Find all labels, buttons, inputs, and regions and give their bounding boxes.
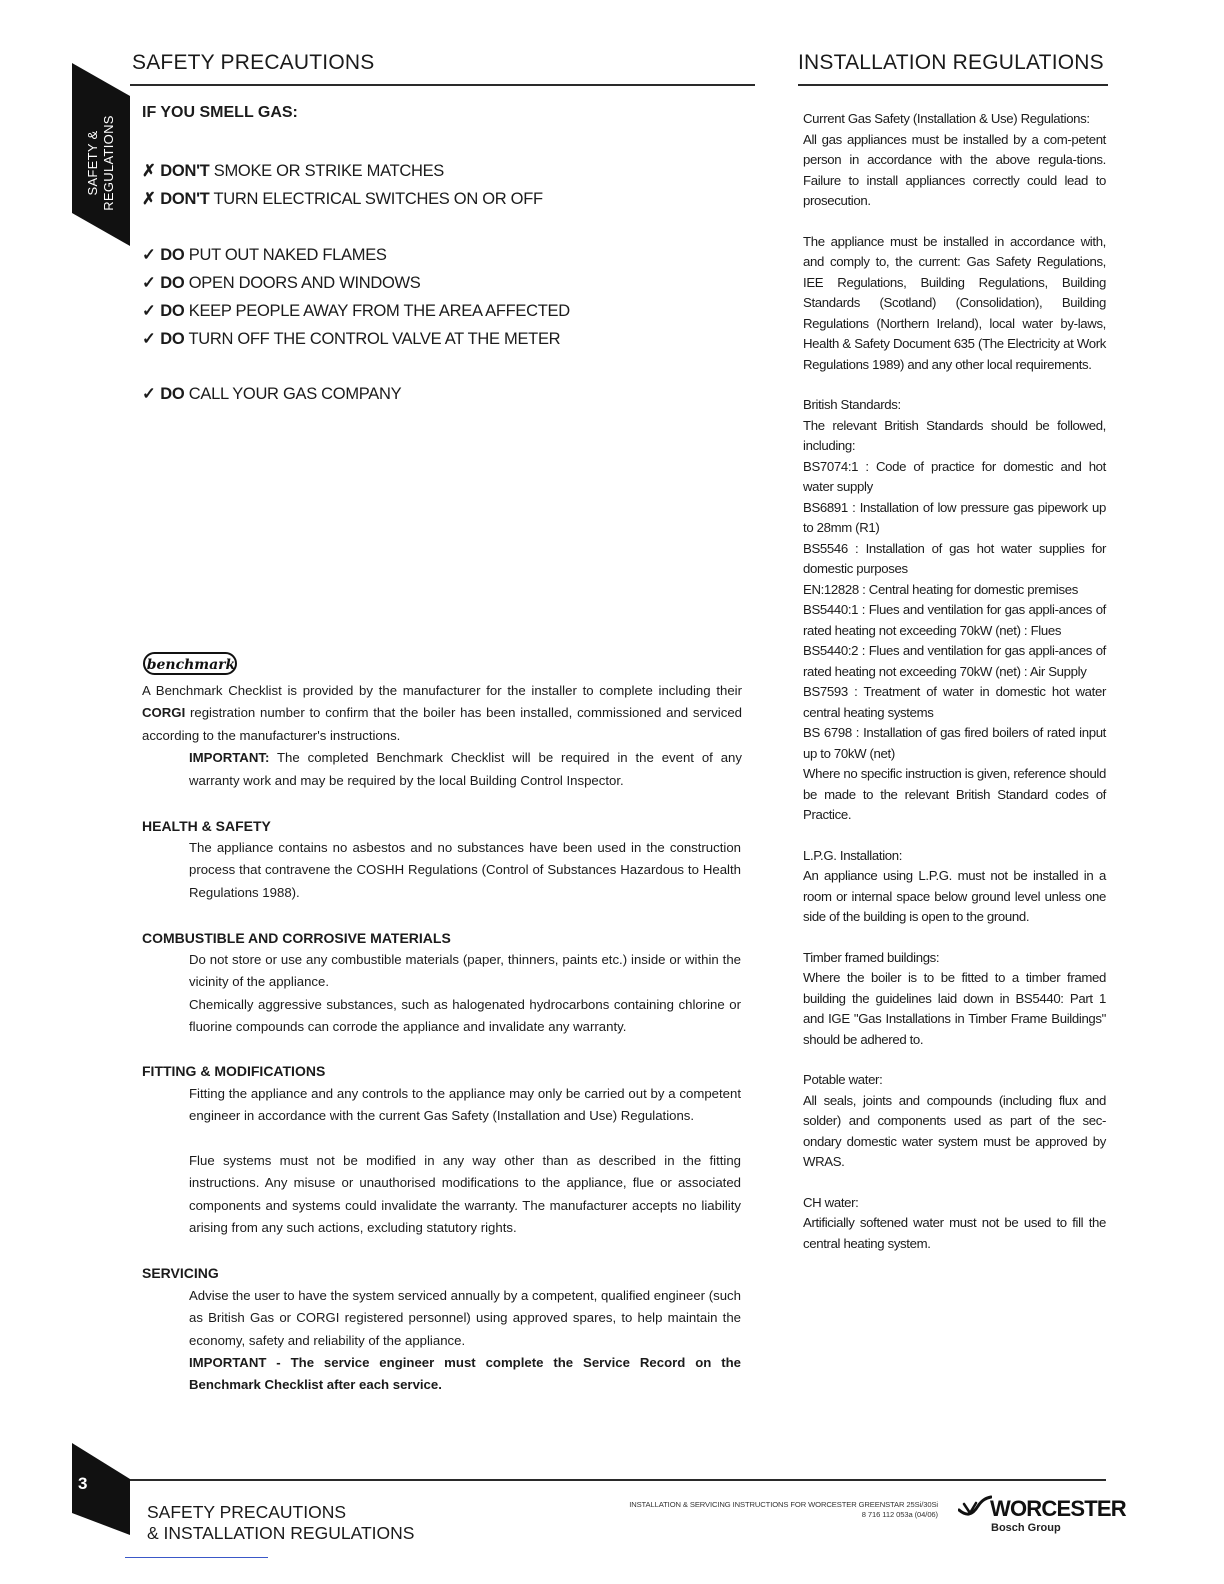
british-standards-title: British Standards: bbox=[803, 397, 901, 412]
page-number: 3 bbox=[78, 1474, 88, 1493]
right-header-rule bbox=[798, 84, 1108, 86]
british-standards-note: Where no specific instruction is given, reference should be made to the relevant British Standard codes of Practice. bbox=[803, 766, 1106, 822]
left-header-title: SAFETY PRECAUTIONS bbox=[132, 51, 375, 74]
lpg-title: L.P.G. Installation: bbox=[803, 847, 903, 863]
check-icon: ✓ bbox=[142, 385, 156, 403]
gas-safety-title: Current Gas Safety (Installation & Use) Regulations: bbox=[803, 111, 1090, 126]
check-icon: ✓ bbox=[142, 274, 156, 292]
fitting-heading: FITTING & MODIFICATIONS bbox=[142, 1063, 326, 1079]
brand-subtitle: Bosch Group bbox=[991, 1522, 1061, 1534]
do-item: ✓ DO PUT OUT NAKED FLAMES bbox=[142, 246, 387, 264]
compliance-text: The appliance must be installed in accordance with, and comply to, the current: Gas Safety Regulations, IEE Regulations, Building Regulations, Building Standards (Scotland) (Consolidation), Building Regulations (Northern Ireland), local water by-laws, Health & Safety Document 635 (The Electricity at Work Regulations 1989) and any other local requirements. bbox=[803, 233, 1106, 372]
servicing-important: IMPORTANT - The service engineer must complete the Service Record on the Benchmark Checklist after each service. bbox=[189, 1355, 741, 1393]
servicing-heading: SERVICING bbox=[142, 1265, 219, 1281]
timber-title: Timber framed buildings: bbox=[803, 949, 940, 965]
gas-safety-text: All gas appliances must be installed by a com-petent person in accordance with the above regula-tions. Failure to install appliances correctly could lead to prosecution. bbox=[803, 131, 1106, 208]
do-item: ✓ DO OPEN DOORS AND WINDOWS bbox=[142, 274, 421, 292]
ch-water-title: CH water: bbox=[803, 1194, 859, 1210]
footer-rule bbox=[130, 1479, 1106, 1481]
combustible-text-1: Do not store or use any combustible materials (paper, thinners, paints etc.) inside or within the vicinity of the appliance. bbox=[189, 952, 741, 990]
standard-item: BS5440:2 : Flues and ventilation for gas appli-ances of rated heating not exceeding 70kW (net) : Air Supply bbox=[803, 643, 1106, 679]
benchmark-paragraph: A Benchmark Checklist is provided by the manufacturer for the installer to complete including their CORGI registration number to confirm that the boiler has been installed, commissioned and serviced according to the manufacturer's instructions. IMPORTANT: The completed Benchmark Checklist will be required in the event of any warranty work and may be required by the local Building Control Inspector. bbox=[142, 683, 742, 788]
do-item: ✓ DO TURN OFF THE CONTROL VALVE AT THE METER bbox=[142, 330, 561, 348]
potable-title: Potable water: bbox=[803, 1072, 883, 1087]
left-header-rule bbox=[130, 84, 755, 86]
lpg-text: An appliance using L.P.G. must not be installed in a room or internal space below ground level unless one side of the building is open to the ground. bbox=[803, 868, 1106, 924]
footer-blue-line bbox=[125, 1557, 268, 1558]
british-standards-intro: The relevant British Standards should be followed, including: bbox=[803, 417, 1106, 453]
servicing-text: Advise the user to have the system serviced annually by a competent, qualified engineer (such as British Gas or CORGI registered personnel) using approved spares, to help maintain the economy, safety and reliability of the appliance. bbox=[189, 1288, 741, 1348]
dont-item: ✗ DON'T SMOKE OR STRIKE MATCHES bbox=[142, 162, 445, 180]
combustible-text-2: Chemically aggressive substances, such as halogenated hydrocarbons containing chlorine or fluorine compounds can corrode the appliance and invalidate any warranty. bbox=[189, 997, 741, 1035]
standard-item: BS6891 : Installation of low pressure gas pipework up to 28mm (R1) bbox=[803, 499, 1106, 535]
fitting-text-1: Fitting the appliance and any controls to the appliance may only be carried out by a competent engineer in accordance with the current Gas Safety (Installation and Use) Regulations. bbox=[189, 1086, 741, 1124]
ch-water-text: Artificially softened water must not be used to fill the central heating system. bbox=[803, 1215, 1106, 1251]
health-safety-heading: HEALTH & SAFETY bbox=[142, 818, 271, 834]
worcester-swoosh-icon bbox=[958, 1494, 992, 1520]
standard-item: BS5546 : Installation of gas hot water supplies for domestic purposes bbox=[803, 540, 1106, 576]
brand-logo-text: WORCESTER bbox=[990, 1496, 1126, 1521]
check-icon: ✓ bbox=[142, 302, 156, 320]
health-safety-text: The appliance contains no asbestos and no substances have been used in the construction process that contravene the COSHH Regulations (Control of Substances Hazardous to Health Regulations 1988). bbox=[189, 840, 741, 900]
check-icon: ✓ bbox=[142, 246, 156, 264]
dont-item: ✗ DON'T TURN ELECTRICAL SWITCHES ON OR OFF bbox=[142, 190, 543, 208]
installation-regulations bbox=[803, 109, 1106, 1254]
footer-document-reference: INSTALLATION & SERVICING INSTRUCTIONS FOR WORCESTER GREENSTAR 25Si/30Si 8 716 112 053a (04/06) bbox=[629, 1500, 938, 1519]
standard-item: BS5440:1 : Flues and ventilation for gas appli-ances of rated heating not exceeding 70kW (net) : Flues bbox=[803, 602, 1106, 638]
combustible-heading: COMBUSTIBLE AND CORROSIVE MATERIALS bbox=[142, 930, 451, 946]
cross-icon: ✗ bbox=[142, 190, 156, 208]
do-item: ✓ DO CALL YOUR GAS COMPANY bbox=[142, 385, 402, 403]
benchmark-logo bbox=[142, 651, 240, 677]
svg-text:benchmark: benchmark bbox=[146, 657, 236, 673]
standard-item: BS7074:1 : Code of practice for domestic and hot water supply bbox=[803, 458, 1106, 494]
fitting-text-2: Flue systems must not be modified in any way other than as described in the fitting instructions. Any misuse or unauthorised modifications to the appliance, flue or associated components and systems could invalidate the warranty. The manufacturer accepts no liability arising from any such actions, excluding statutory rights. bbox=[189, 1153, 741, 1236]
standard-item: BS 6798 : Installation of gas fired boilers of rated input up to 70kW (net) bbox=[803, 725, 1106, 761]
check-icon: ✓ bbox=[142, 330, 156, 348]
footer-title: SAFETY PRECAUTIONS & INSTALLATION REGULATIONS bbox=[147, 1502, 415, 1543]
side-tab-label: SAFETY & REGULATIONS bbox=[85, 114, 116, 211]
standard-item: EN:12828 : Central heating for domestic premises bbox=[803, 581, 1078, 597]
timber-text: Where the boiler is to be fitted to a timber framed building the guidelines laid down in BS5440: Part 1 and IGE "Gas Installations in Timber Frame Buildings" should be adhered to. bbox=[803, 970, 1106, 1047]
smell-gas-heading: IF YOU SMELL GAS: bbox=[142, 104, 298, 121]
cross-icon: ✗ bbox=[142, 162, 156, 180]
potable-text: All seals, joints and compounds (including flux and solder) and components used as part of the sec-ondary domestic water system must be approved by WRAS. bbox=[803, 1092, 1106, 1169]
standard-item: BS7593 : Treatment of water in domestic hot water central heating systems bbox=[803, 684, 1106, 720]
right-header-title: INSTALLATION REGULATIONS bbox=[798, 51, 1104, 74]
do-item: ✓ DO KEEP PEOPLE AWAY FROM THE AREA AFFECTED bbox=[142, 302, 570, 320]
